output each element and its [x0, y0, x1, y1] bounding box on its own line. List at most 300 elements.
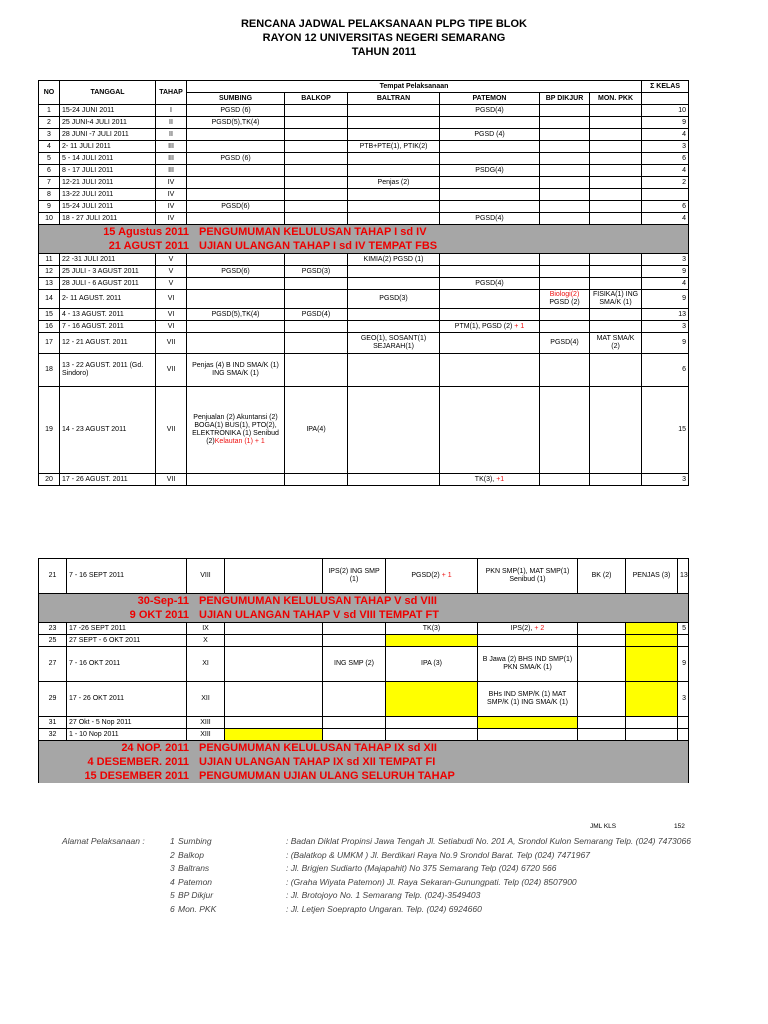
cell-bp-dikjur-text: BK (2) [591, 572, 612, 579]
cell-baltran [348, 309, 440, 321]
cell-no-text: 15 [45, 310, 53, 318]
announcement-row [39, 608, 689, 623]
address-place: Baltrans [178, 863, 210, 873]
cell-patemon-text: PSDG(4) [475, 166, 504, 174]
table-row [39, 189, 689, 201]
table-row [39, 387, 689, 474]
announcement-cell [39, 755, 689, 769]
cell-tahap [187, 635, 225, 647]
cell-tanggal [60, 117, 156, 129]
cell-balkop [285, 153, 348, 165]
cell-tahap [156, 354, 187, 387]
cell-balkop [285, 201, 348, 213]
announcement-row [39, 741, 689, 756]
col-tempat: Tempat Pelaksanaan [187, 81, 642, 93]
cell-tanggal [60, 333, 156, 354]
cell-kelas [642, 278, 689, 290]
cell-balkop [285, 117, 348, 129]
cell-kelas-text: 3 [682, 475, 687, 483]
cell-patemon [440, 266, 540, 278]
announcement-text: UJIAN ULANGAN TAHAP V sd VIII TEMPAT FT [199, 609, 439, 621]
cell-kelas-text: 13 [680, 572, 688, 579]
cell-sumbing [225, 559, 323, 594]
cell-mon-pkk [590, 165, 642, 177]
cell-baltran [348, 213, 440, 225]
cell-mon-pkk [590, 105, 642, 117]
cell-no [39, 177, 60, 189]
table-row [39, 105, 689, 117]
cell-bp-dikjur [578, 559, 626, 594]
cell-bp-dikjur [540, 105, 590, 117]
cell-balkop [323, 729, 386, 741]
table-row [39, 354, 689, 387]
cell-baltran-text: PGSD(3) [379, 295, 408, 302]
cell-tanggal [67, 717, 187, 729]
cell-tahap-text: IV [167, 214, 175, 222]
cell-patemon-text: TK(3), [474, 475, 495, 483]
cell-bp-dikjur [540, 278, 590, 290]
cell-kelas-text: 13 [678, 310, 687, 318]
cell-kelas [642, 177, 689, 189]
cell-balkop [285, 387, 348, 474]
announcement-row [39, 755, 689, 769]
cell-mon-pkk [590, 141, 642, 153]
cell-mon-pkk [626, 623, 678, 635]
cell-tanggal-text: 14 - 23 AGUST 2011 [62, 426, 127, 433]
cell-bp-dikjur [578, 635, 626, 647]
cell-patemon [478, 717, 578, 729]
cell-tanggal-text: 27 SEPT - 6 OKT 2011 [69, 636, 141, 644]
announcement-date: 24 NOP. 2011 [121, 742, 189, 754]
cell-bp-dikjur [540, 290, 590, 309]
cell-baltran [386, 623, 478, 635]
cell-mon-pkk [626, 635, 678, 647]
cell-no [39, 623, 67, 635]
table-row [39, 213, 689, 225]
cell-tahap [156, 333, 187, 354]
cell-tahap-text: II [169, 130, 173, 138]
cell-kelas-text: 4 [682, 214, 687, 222]
col-balkop: BALKOP [285, 93, 348, 105]
cell-patemon [440, 213, 540, 225]
cell-sumbing-text: PGSD (6) [220, 106, 251, 114]
announcement-date: 30-Sep-11 [137, 595, 189, 607]
cell-no-text: 20 [45, 475, 53, 483]
cell-tahap [156, 290, 187, 309]
cell-no [39, 278, 60, 290]
cell-tanggal-text: 1 - 10 Nop 2011 [69, 730, 119, 738]
cell-tanggal-text: 17 -26 SEPT 2011 [69, 624, 126, 632]
announcement-row [39, 239, 689, 254]
cell-mon-pkk [590, 387, 642, 474]
table-row [39, 309, 689, 321]
cell-tanggal-text: 15-24 JUNI 2011 [62, 106, 115, 114]
announcement-date: 15 Agustus 2011 [103, 226, 189, 238]
cell-tanggal [60, 309, 156, 321]
cell-no-text: 17 [45, 339, 53, 346]
cell-sumbing-text: PGSD(5),TK(4) [211, 118, 260, 126]
cell-tanggal [67, 635, 187, 647]
cell-kelas [678, 729, 689, 741]
address-addr: : Badan Diklat Propinsi Jawa Tengah Jl. Setiabudi No. 201 A, Srondol Kulon Semarang Telp. (024) 7473066 [286, 836, 691, 846]
cell-balkop [285, 321, 348, 333]
cell-tahap [156, 141, 187, 153]
cell-balkop [323, 559, 386, 594]
cell-bp-dikjur [578, 717, 626, 729]
cell-no-text: 11 [45, 255, 53, 263]
cell-mon-pkk [626, 717, 678, 729]
address-n: 5 [170, 890, 175, 900]
cell-balkop [285, 129, 348, 141]
address-addr: : Jl. Letjen Soeprapto Ungaran. Telp. (024) 6924660 [286, 903, 482, 914]
cell-baltran [386, 717, 478, 729]
cell-no [39, 635, 67, 647]
cell-tahap-text: X [203, 636, 208, 644]
cell-sumbing [187, 333, 285, 354]
cell-no-text: 25 [48, 636, 57, 644]
table-row [39, 290, 689, 309]
cell-tahap-text: IX [202, 624, 209, 632]
cell-patemon [478, 682, 578, 717]
cell-kelas [642, 105, 689, 117]
announcement-text: UJIAN ULANGAN TAHAP I sd IV TEMPAT FBS [199, 240, 438, 252]
cell-balkop-text: PGSD(4) [301, 310, 331, 318]
cell-tahap [187, 682, 225, 717]
cell-patemon [440, 189, 540, 201]
cell-tanggal-text: 2- 11 JULI 2011 [62, 142, 111, 150]
cell-kelas-text: 2 [682, 178, 687, 186]
cell-kelas-text: 6 [682, 202, 687, 210]
cell-no [39, 290, 60, 309]
col-baltran: BALTRAN [348, 93, 440, 105]
cell-kelas [642, 201, 689, 213]
cell-kelas-text: 3 [682, 322, 687, 330]
cell-sumbing [187, 354, 285, 387]
cell-bp-dikjur [540, 254, 590, 266]
announcement-cell [39, 239, 689, 254]
cell-kelas-text: 6 [682, 154, 687, 162]
cell-balkop [285, 266, 348, 278]
table-row [39, 635, 689, 647]
col-tahap: TAHAP [156, 81, 187, 105]
cell-tahap-text: V [168, 279, 174, 287]
cell-no-text: 4 [47, 142, 51, 150]
cell-baltran [386, 647, 478, 682]
table-row [39, 117, 689, 129]
table-row [39, 254, 689, 266]
cell-kelas-text: 4 [682, 166, 687, 174]
cell-kelas-text: 15 [678, 426, 687, 433]
cell-tahap-text: III [168, 166, 174, 174]
cell-patemon-text: PKN SMP(1), MAT SMP(1) Senibud (1) [485, 568, 570, 583]
cell-patemon [440, 117, 540, 129]
cell-no-text: 31 [48, 718, 57, 726]
cell-bp-dikjur [540, 213, 590, 225]
cell-sumbing-text: Penjas (4) B IND SMA/K (1) ING SMA/K (1) [192, 362, 279, 377]
cell-no [39, 165, 60, 177]
announcement-cell [39, 594, 689, 609]
cell-balkop [285, 474, 348, 486]
cell-no [39, 354, 60, 387]
cell-bp-dikjur [540, 266, 590, 278]
cell-no-text: 6 [47, 166, 51, 174]
cell-patemon-text: PGSD(4) [475, 214, 504, 222]
cell-kelas [642, 354, 689, 387]
cell-patemon-text: PGSD(4) [475, 106, 504, 114]
cell-kelas [642, 474, 689, 486]
cell-balkop [285, 290, 348, 309]
cell-tanggal-text: 4 - 13 AGUST. 2011 [62, 310, 124, 318]
cell-baltran-text: Penjas (2) [377, 178, 410, 186]
cell-baltran-text: GEO(1), SOSANT(1) SEJARAH(1) [360, 335, 427, 350]
cell-tahap-text: V [168, 255, 174, 263]
cell-balkop [323, 635, 386, 647]
address-addr: : Jl. Brigjen Sudiarto (Majapahit) No 375 Semarang Telp (024) 6720 566 [286, 863, 557, 873]
cell-baltran [386, 559, 478, 594]
cell-mon-pkk [590, 177, 642, 189]
cell-kelas-text: 9 [682, 295, 687, 302]
cell-tanggal [60, 321, 156, 333]
announcement-text: PENGUMUMAN KELULUSAN TAHAP V sd VIII [199, 595, 437, 607]
cell-patemon-text: BHs IND SMP/K (1) MAT SMP/K (1) ING SMA/K (1) [487, 691, 568, 706]
address-addr: : Jl. Brotojoyo No. 1 Semarang Telp. (024)-3549403 [286, 890, 481, 900]
announcement-cell [39, 608, 689, 623]
cell-baltran [348, 201, 440, 213]
cell-baltran-text: IPA (3) [421, 660, 442, 667]
cell-tanggal-text: 18 - 27 JULI 2011 [62, 214, 118, 222]
cell-tahap [187, 647, 225, 682]
cell-balkop [285, 354, 348, 387]
announcement-date: 4 DESEMBER. 2011 [87, 756, 189, 768]
cell-balkop-text: PGSD(3) [301, 267, 331, 275]
cell-patemon [440, 290, 540, 309]
address-n: 3 [170, 863, 175, 873]
title-line-3: TAHUN 2011 [351, 46, 417, 58]
cell-sumbing-text: PGSD(6) [221, 202, 250, 210]
cell-tanggal [60, 141, 156, 153]
table-row [39, 321, 689, 333]
cell-no [39, 254, 60, 266]
cell-tanggal-text: 25 JULI - 3 AGUST 2011 [62, 267, 139, 275]
cell-patemon [440, 387, 540, 474]
cell-tahap [156, 117, 187, 129]
cell-sumbing [187, 177, 285, 189]
cell-tanggal [60, 290, 156, 309]
table-row [39, 177, 689, 189]
cell-tanggal-text: 2- 11 AGUST. 2011 [62, 295, 122, 302]
cell-kelas [678, 717, 689, 729]
cell-patemon [478, 559, 578, 594]
cell-tanggal [60, 189, 156, 201]
cell-sumbing [187, 309, 285, 321]
cell-no [39, 153, 60, 165]
cell-tanggal-text: 28 JUNI -7 JULI 2011 [62, 130, 129, 138]
cell-mon-pkk [590, 129, 642, 141]
cell-mon-pkk [590, 290, 642, 309]
announcement-text: UJIAN ULANGAN TAHAP IX sd XII TEMPAT FI [199, 756, 436, 768]
cell-kelas-text: 4 [682, 279, 687, 287]
cell-baltran [348, 165, 440, 177]
cell-mon-pkk [590, 117, 642, 129]
announcement-date: 15 DESEMBER 2011 [84, 770, 189, 782]
cell-no [39, 309, 60, 321]
cell-tanggal [60, 153, 156, 165]
cell-patemon-extra: + 1 [512, 322, 525, 330]
cell-kelas [678, 635, 689, 647]
col-kelas: Σ KELAS [642, 81, 689, 93]
cell-baltran [386, 682, 478, 717]
cell-tanggal [60, 105, 156, 117]
col-bp-dikjur: BP DIKJUR [540, 93, 590, 105]
cell-kelas-text: 3 [682, 695, 686, 702]
cell-patemon [478, 729, 578, 741]
cell-bp-dikjur [540, 165, 590, 177]
cell-tanggal [60, 165, 156, 177]
table-row [39, 266, 689, 278]
cell-baltran-text: PTB+PTE(1), PTIK(2) [359, 142, 428, 150]
cell-balkop [285, 105, 348, 117]
cell-bp-dikjur [540, 201, 590, 213]
table-row [39, 682, 689, 717]
cell-no-text: 16 [45, 322, 53, 330]
cell-tanggal [60, 254, 156, 266]
cell-bp-dikjur [540, 153, 590, 165]
cell-tanggal-text: 12 - 21 AGUST. 2011 [62, 339, 128, 346]
cell-kelas-text: 9 [682, 118, 687, 126]
cell-mon-pkk [590, 474, 642, 486]
cell-mon-pkk [590, 254, 642, 266]
cell-bp-dikjur-text: PGSD(4) [550, 339, 579, 346]
total-kelas [590, 823, 690, 830]
cell-balkop-text: ING SMP (2) [334, 660, 374, 667]
cell-kelas [642, 309, 689, 321]
cell-no [39, 189, 60, 201]
cell-bp-dikjur [578, 682, 626, 717]
cell-patemon [440, 354, 540, 387]
cell-baltran [348, 278, 440, 290]
cell-baltran-text: TK(3) [422, 624, 441, 632]
cell-balkop [285, 141, 348, 153]
cell-tahap [187, 559, 225, 594]
cell-baltran [348, 117, 440, 129]
total-label: JML KLS [590, 823, 617, 830]
cell-tanggal-text: 13-22 JULI 2011 [62, 190, 114, 198]
cell-sumbing [187, 387, 285, 474]
cell-sumbing [225, 729, 323, 741]
cell-sumbing [187, 153, 285, 165]
col-sumbing: SUMBING [187, 93, 285, 105]
cell-baltran [386, 729, 478, 741]
cell-sumbing [187, 105, 285, 117]
cell-sumbing [187, 474, 285, 486]
cell-balkop [323, 717, 386, 729]
cell-tanggal [60, 278, 156, 290]
cell-sumbing [187, 278, 285, 290]
cell-baltran [348, 189, 440, 201]
cell-kelas [642, 165, 689, 177]
cell-baltran [348, 266, 440, 278]
cell-no [39, 266, 60, 278]
cell-sumbing [187, 141, 285, 153]
cell-bp-dikjur-text: PGSD (2) [549, 299, 580, 306]
cell-no [39, 682, 67, 717]
cell-baltran [348, 129, 440, 141]
cell-tahap-text: XIII [200, 730, 211, 738]
cell-balkop [285, 189, 348, 201]
cell-tanggal-text: 25 JUNI-4 JULI 2011 [62, 118, 127, 126]
cell-patemon-text: IPS(2), [510, 624, 533, 632]
cell-kelas [642, 387, 689, 474]
cell-no-text: 14 [45, 295, 53, 302]
address-n: 2 [170, 849, 175, 860]
cell-sumbing [225, 682, 323, 717]
cell-tahap [156, 189, 187, 201]
address-n: 1 [170, 836, 175, 846]
cell-kelas [678, 682, 689, 717]
cell-kelas-text: 9 [682, 660, 686, 667]
cell-baltran [348, 141, 440, 153]
col-tanggal: TANGGAL [60, 81, 156, 105]
cell-sumbing [187, 189, 285, 201]
cell-no [39, 321, 60, 333]
cell-kelas [642, 153, 689, 165]
cell-baltran [348, 387, 440, 474]
cell-no [39, 474, 60, 486]
cell-balkop [323, 623, 386, 635]
cell-tanggal-text: 27 Okt - 5 Nop 2011 [69, 718, 132, 726]
cell-mon-pkk [626, 647, 678, 682]
cell-tanggal-text: 7 - 16 OKT 2011 [69, 660, 121, 667]
cell-patemon [440, 201, 540, 213]
cell-tahap [156, 165, 187, 177]
cell-patemon [440, 141, 540, 153]
cell-tahap-text: I [170, 106, 172, 114]
cell-sumbing [225, 635, 323, 647]
cell-kelas [642, 333, 689, 354]
cell-tanggal [60, 354, 156, 387]
cell-tahap-text: XII [201, 695, 210, 702]
cell-sumbing [225, 647, 323, 682]
cell-sumbing [187, 290, 285, 309]
cell-kelas-text: 3 [682, 255, 687, 263]
cell-sumbing-text: PGSD(5),TK(4) [211, 310, 260, 318]
cell-bp-dikjur [540, 189, 590, 201]
cell-tahap [156, 201, 187, 213]
cell-no [39, 333, 60, 354]
cell-tanggal [67, 623, 187, 635]
cell-tahap [156, 387, 187, 474]
cell-kelas [642, 129, 689, 141]
cell-patemon-text: B Jawa (2) BHS IND SMP(1) PKN SMA/K (1) [482, 656, 573, 671]
cell-no-text: 10 [45, 214, 53, 222]
cell-tanggal-text: 15-24 JULI 2011 [62, 202, 114, 210]
cell-sumbing [187, 129, 285, 141]
cell-bp-dikjur [540, 129, 590, 141]
cell-no-text: 9 [47, 202, 51, 210]
cell-no [39, 729, 67, 741]
cell-tahap-text: VI [167, 295, 175, 302]
cell-balkop [285, 309, 348, 321]
schedule-table-2 [38, 558, 689, 783]
cell-kelas [642, 141, 689, 153]
cell-tahap-text: VI [167, 310, 175, 318]
cell-no [39, 387, 60, 474]
cell-balkop [285, 254, 348, 266]
cell-tahap-text: IV [167, 202, 175, 210]
cell-sumbing [187, 254, 285, 266]
cell-tahap-text: VI [167, 322, 175, 330]
cell-patemon [440, 165, 540, 177]
